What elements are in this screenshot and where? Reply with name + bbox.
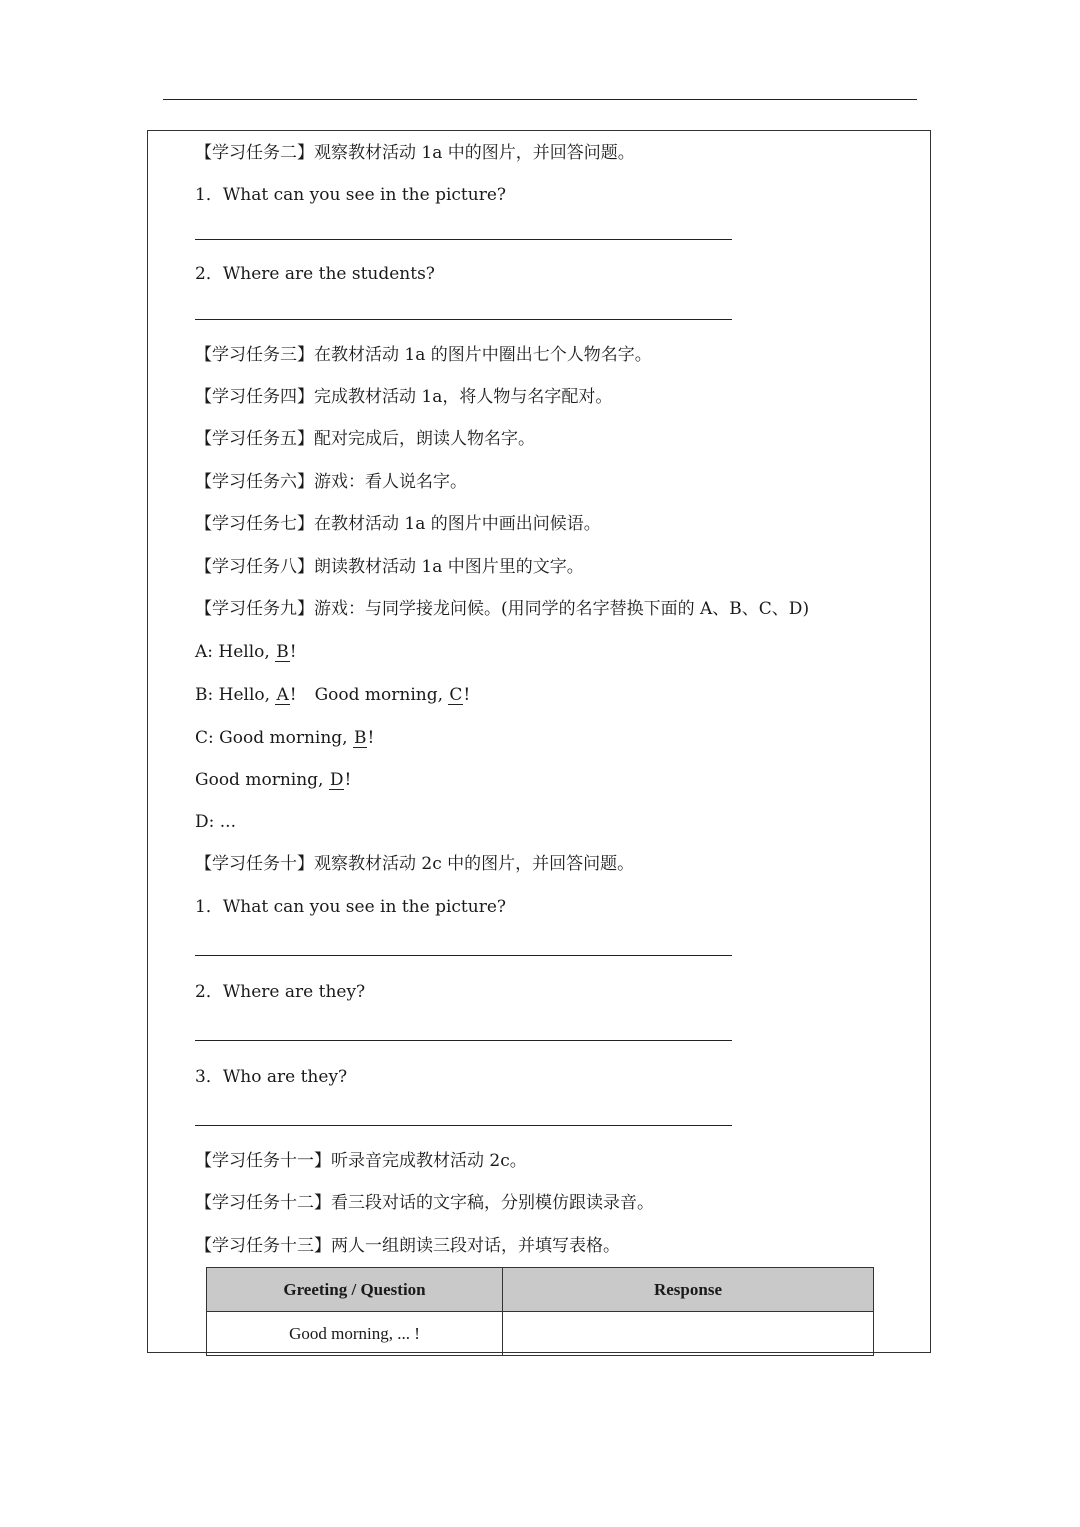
column-header-response: Response (503, 1268, 874, 1312)
task-10-question-3: 3．Who are they? (195, 1067, 348, 1087)
task-10-heading: 【学习任务十】观察教材活动 2c 中的图片，并回答问题。 (195, 854, 635, 874)
task-6-heading: 【学习任务六】游戏：看人说名字。 (195, 472, 467, 492)
task-4-heading: 【学习任务四】完成教材活动 1a，将人物与名字配对。 (195, 387, 613, 407)
dialogue-line-c (195, 727, 374, 749)
task-2-question-2: 2．Where are the students? (195, 264, 435, 284)
task-11-heading: 【学习任务十一】听录音完成教材活动 2c。 (195, 1151, 527, 1171)
response-cell[interactable] (503, 1312, 874, 1356)
task-10-question-1: 1．What can you see in the picture? (195, 897, 507, 917)
dialogue-speaker-text: B: Hello, (195, 685, 276, 705)
task-7-heading: 【学习任务七】在教材活动 1a 的图片中画出问候语。 (195, 514, 601, 534)
dialogue-line-a (195, 641, 297, 663)
dialogue-line-d: D: ... (195, 812, 236, 832)
task-2-heading: 【学习任务二】观察教材活动 1a 中的图片，并回答问题。 (195, 143, 635, 163)
dialogue-punct: ! (367, 728, 375, 748)
dialogue-punct: ! (289, 685, 297, 705)
name-blank[interactable]: D (329, 770, 344, 790)
name-blank[interactable]: C (449, 685, 463, 705)
table-header-row (207, 1268, 874, 1312)
task-8-heading: 【学习任务八】朗读教材活动 1a 中图片里的文字。 (195, 557, 584, 577)
dialogue-punct: ! (344, 770, 352, 790)
dialogue-punct: ! (463, 685, 471, 705)
answer-line[interactable] (195, 239, 732, 240)
name-blank[interactable]: B (353, 728, 367, 748)
answer-line[interactable] (195, 1040, 732, 1041)
dialogue-punct: ! (289, 642, 297, 662)
table-row (207, 1312, 874, 1356)
task-12-heading: 【学习任务十二】看三段对话的文字稿，分别模仿跟读录音。 (195, 1193, 654, 1213)
greeting-response-table (206, 1267, 874, 1356)
dialogue-text: Good morning, (314, 685, 449, 705)
dialogue-line-b (195, 684, 470, 706)
dialogue-line-c2 (195, 769, 351, 791)
page-header-rule (163, 99, 917, 100)
task-10-question-2: 2．Where are they? (195, 982, 366, 1002)
name-blank[interactable]: A (276, 685, 289, 705)
answer-line[interactable] (195, 319, 732, 320)
name-blank[interactable]: B (276, 642, 289, 662)
dialogue-speaker-text: C: Good morning, (195, 728, 353, 748)
dialogue-speaker-text: A: Hello, (195, 642, 276, 662)
task-3-heading: 【学习任务三】在教材活动 1a 的图片中圈出七个人物名字。 (195, 345, 652, 365)
column-header-greeting: Greeting / Question (207, 1268, 503, 1312)
dialogue-text: Good morning, (195, 770, 329, 790)
answer-line[interactable] (195, 955, 732, 956)
task-13-heading: 【学习任务十三】两人一组朗读三段对话，并填写表格。 (195, 1236, 620, 1256)
answer-line[interactable] (195, 1125, 732, 1126)
task-2-question-1: 1．What can you see in the picture? (195, 185, 507, 205)
task-5-heading: 【学习任务五】配对完成后，朗读人物名字。 (195, 429, 535, 449)
task-9-heading: 【学习任务九】游戏：与同学接龙问候。(用同学的名字替换下面的 A、B、C、D) (195, 599, 810, 619)
greeting-cell: Good morning, ... ! (207, 1312, 503, 1356)
